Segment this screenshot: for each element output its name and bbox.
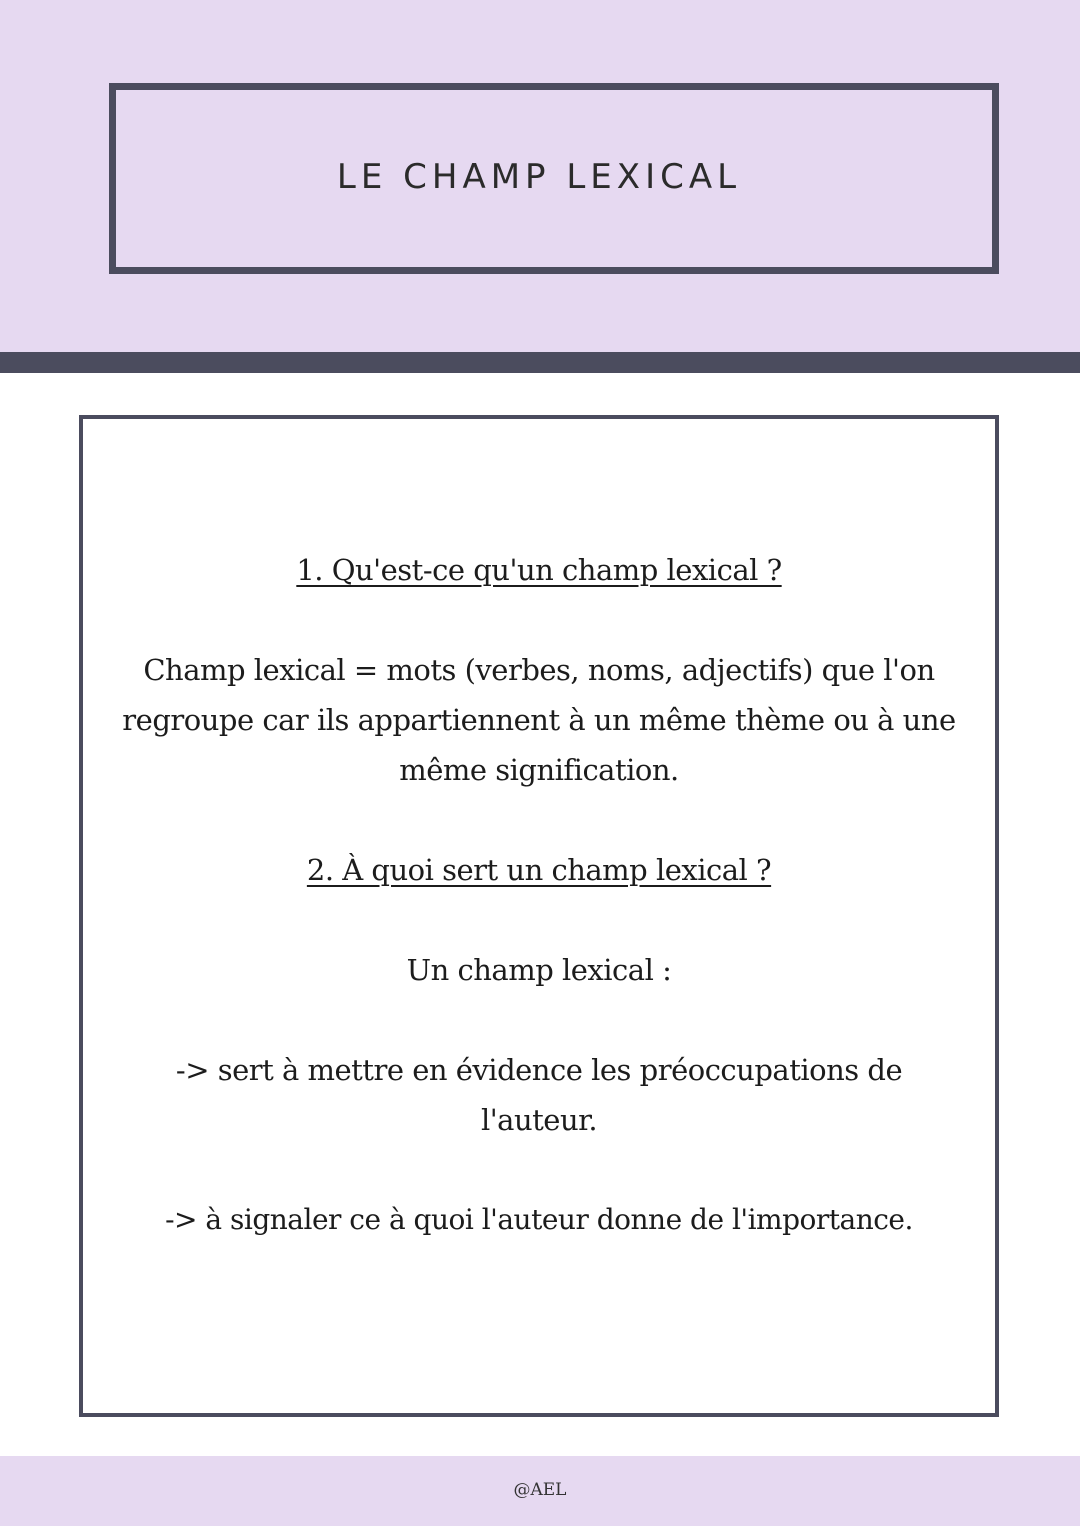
section-1-heading: 1. Qu'est-ce qu'un champ lexical ? [296,553,782,587]
section-1-definition: Champ lexical = mots (verbes, noms, adjectifs) que l'on regroupe car ils appartiennent à un même thème ou à une même signification. [122,653,956,787]
footer-credit: @AEL [513,1479,567,1500]
page-title: LE CHAMP LEXICAL [336,156,742,197]
section-2-point-1: -> sert à mettre en évidence les préoccupations de l'auteur. [175,1053,903,1137]
section-2-heading: 2. À quoi sert un champ lexical ? [306,853,772,887]
title-frame [109,83,999,274]
content-body [113,545,965,1245]
section-2-point-2: -> à signaler ce à quoi l'auteur donne de l'importance. [165,1203,913,1236]
content-frame [79,415,999,1417]
header-divider [0,352,1080,373]
section-2-intro: Un champ lexical : [406,953,672,987]
footer-band [0,1456,1080,1526]
